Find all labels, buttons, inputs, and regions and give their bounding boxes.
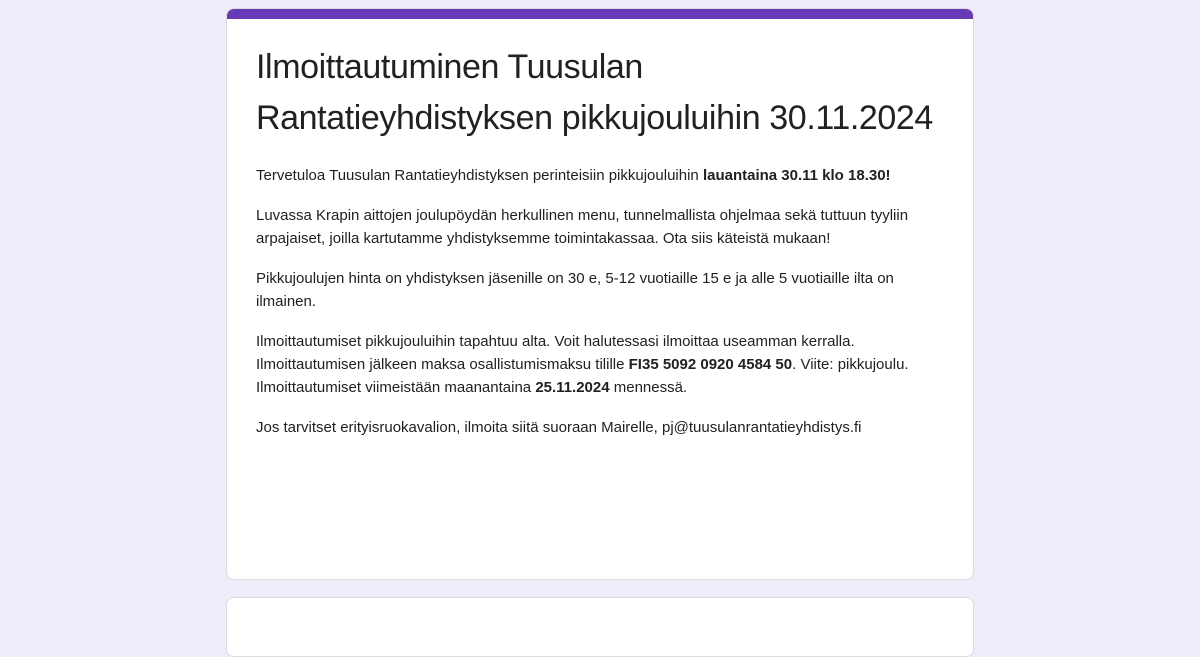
form-header-content: [256, 42, 946, 456]
form-accent-bar: [226, 8, 974, 19]
bank-account-iban: FI35 5092 0920 4584 50: [628, 356, 793, 373]
form-description: [256, 164, 946, 439]
description-paragraph-price: Pikkujoulujen hinta on yhdistyksen jäsenille on 30 e, 5-12 vuotiaille 15 e ja alle 5 vuotiaille ilta on ilmainen.: [256, 270, 894, 310]
registration-text-b: . Viite: pikkujoulu. Ilmoittautumiset viimeistään maanantaina: [256, 356, 909, 396]
description-paragraph-registration: [256, 330, 946, 399]
registration-deadline: 25.11.2024: [535, 379, 610, 396]
description-paragraph-welcome: [256, 164, 946, 187]
form-title: Ilmoittautuminen Tuusulan Rantatieyhdistyksen pikkujouluihin 30.11.2024: [256, 48, 933, 137]
welcome-text: Tervetuloa Tuusulan Rantatieyhdistyksen perinteisiin pikkujouluihin: [256, 167, 703, 184]
registration-text-c: mennessä.: [609, 379, 688, 396]
event-datetime: lauantaina 30.11 klo 18.30!: [702, 167, 891, 184]
question-card: [226, 597, 974, 657]
description-paragraph-program: Luvassa Krapin aittojen joulupöydän herkullinen menu, tunnelmallista ohjelmaa sekä tuttuun tyyliin arpajaiset, joilla kartutamme yhdistyksemme toimintakassaa. Ota siis käteistä mukaan!: [256, 207, 909, 247]
form-header-card: [226, 8, 974, 580]
description-paragraph-diet: Jos tarvitset erityisruokavalion, ilmoita siitä suoraan Mairelle, pj@tuusulanrantatieyhdistys.fi: [256, 419, 862, 436]
registration-text-a: Ilmoittautumiset pikkujouluihin tapahtuu alta. Voit halutessasi ilmoittaa useamman kerralla. Ilmoittautumisen jälkeen maksa osallistumismaksu tilille: [256, 333, 855, 373]
